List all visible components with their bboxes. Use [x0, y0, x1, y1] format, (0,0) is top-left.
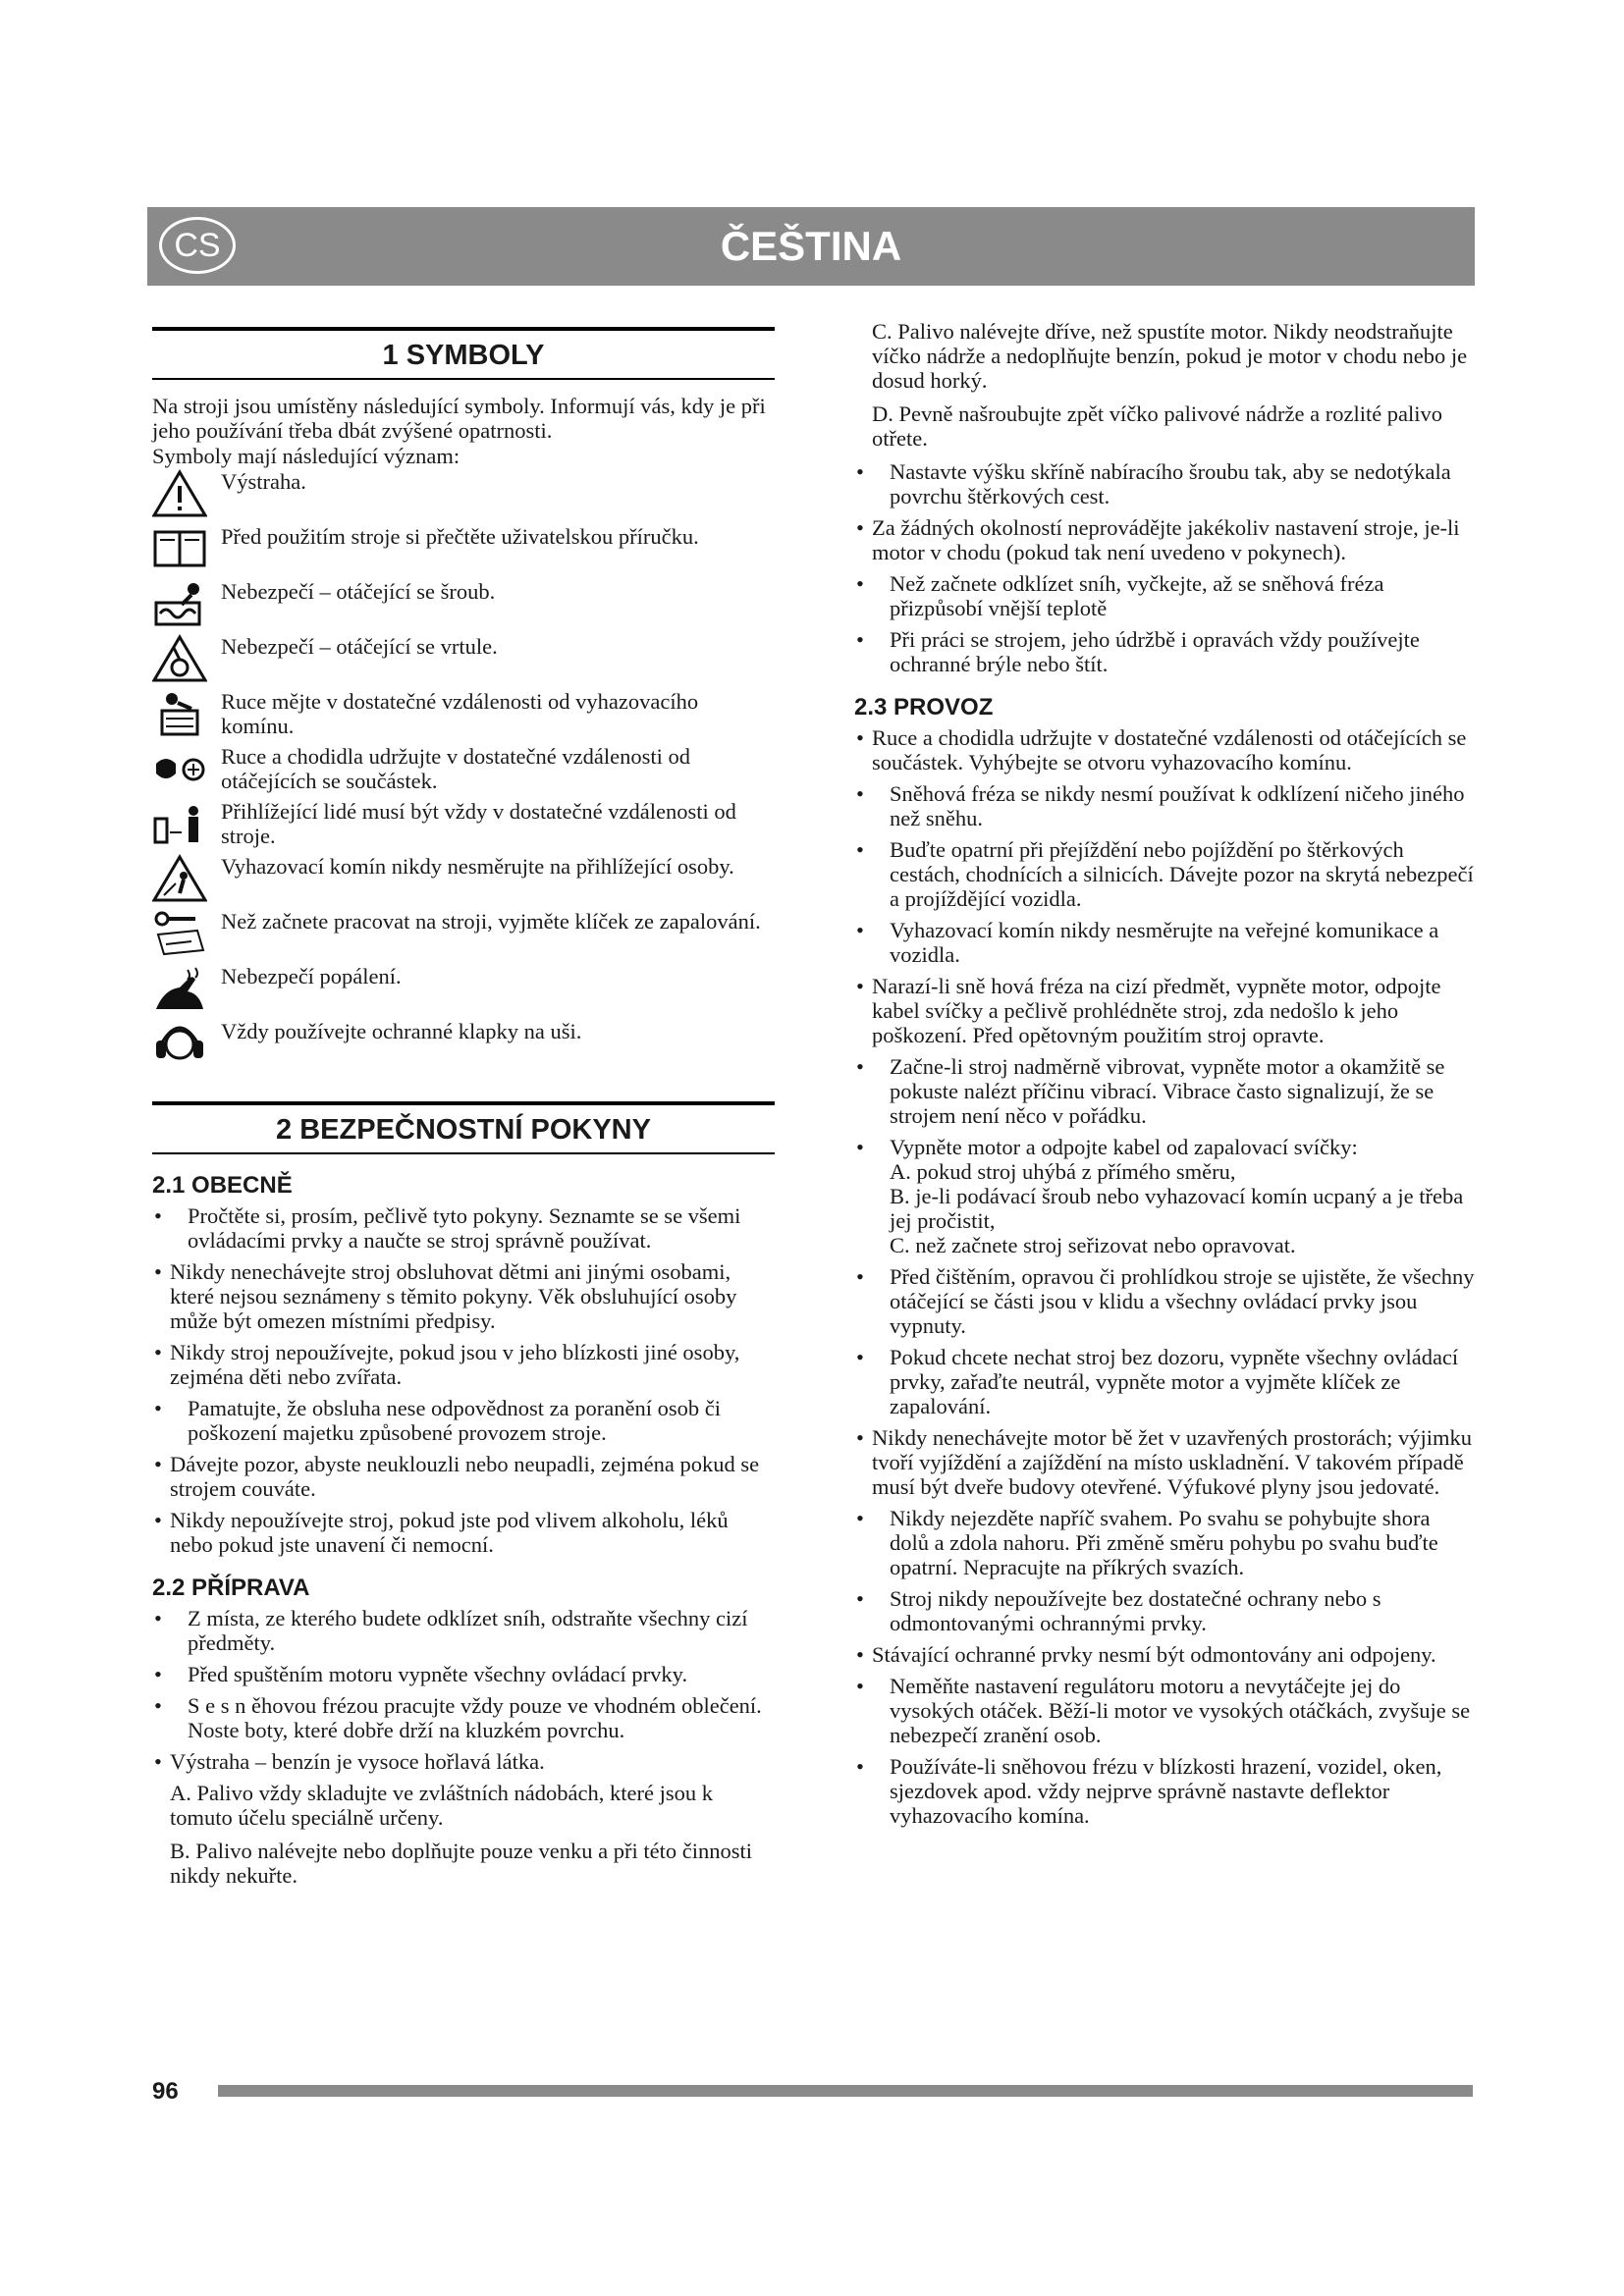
warning-triangle-icon — [152, 469, 213, 518]
list-item: • Pokud chcete nechat stroj bez dozoru, vypněte všechny ovládací prvky, zařaďte neutrál, vypněte motor a vyjměte klíček ze zapalování. — [854, 1345, 1475, 1418]
bystander-distance-icon — [152, 799, 213, 848]
symbol-text: Ruce a chodidla udržujte v dostatečné vzdálenosti od otáčejících se součástek. — [221, 744, 690, 793]
subsection-operation-heading: 2.3 PROVOZ — [854, 694, 994, 721]
symbols-intro-2: Symboly mají následující význam: — [152, 444, 460, 468]
right-column — [854, 319, 1475, 1835]
footer-rule — [218, 2085, 1473, 2097]
symbol-text: Nebezpečí – otáčející se šroub. — [221, 579, 496, 604]
list-item: • Při práci se strojem, jeho údržbě i opravách vždy používejte ochranné brýle nebo štít. — [854, 627, 1475, 676]
rotating-parts-hands-feet-icon — [152, 744, 213, 793]
ear-protection-icon — [152, 1019, 213, 1068]
stop-engine-intro: • Vypněte motor a odpojte kabel od zapalovací svíčky: — [890, 1135, 1358, 1159]
rotating-auger-icon — [152, 579, 213, 628]
list-item: • Nikdy nepoužívejte stroj, pokud jste pod vlivem alkoholu, léků nebo pokud jste unavení či nemocní. — [152, 1508, 775, 1557]
preparation-list — [152, 1606, 775, 1774]
list-item: • Nikdy nenechávejte motor bě žet v uzavřených prostorách; výjimku tvoří vyjíždění a zajíždění na místo uskladnění. V takovém případě musí být dveře budovy otevřené. Výfukové plyny jsou jedovaté. — [854, 1425, 1475, 1499]
list-item: • Nastavte výšku skříně nabíracího šroubu tak, aby se nedotýkala povrchu štěrkových cest. — [854, 459, 1475, 508]
symbol-item — [152, 964, 775, 1013]
section-1-header — [152, 327, 775, 380]
language-banner — [147, 207, 1475, 286]
fuel-sub-item: B. Palivo nalévejte nebo doplňujte pouze venku a při této činnosti nikdy nekuřte. — [170, 1839, 752, 1888]
stop-sub-item: C. než začnete stroj seřizovat nebo opravovat. — [890, 1233, 1296, 1257]
list-item: • Buďte opatrní při přejíždění nebo pojíždění po štěrkových cestách, chodnících a silnicích. Dávejte pozor na skrytá nebezpečí a projíždějící vozidla. — [854, 837, 1475, 911]
list-item: • Dávejte pozor, abyste neuklouzli nebo neupadli, zejména pokud se strojem couváte. — [152, 1452, 775, 1501]
stop-sub-item: B. je-li podávací šroub nebo vyhazovací komín ucpaný a je třeba jej pročistit, — [890, 1184, 1464, 1233]
symbol-item — [152, 909, 775, 958]
subsection-general-heading: 2.1 OBECNĚ — [152, 1172, 293, 1199]
remove-key-icon — [152, 909, 213, 958]
list-item: • Pamatujte, že obsluha nese odpovědnost za poranění osob či poškození majetku způsobené provozem stroje. — [152, 1396, 775, 1445]
stop-sub-item: A. pokud stroj uhýbá z přímého směru, — [890, 1159, 1236, 1184]
symbol-item — [152, 1019, 775, 1068]
symbol-text: Před použitím stroje si přečtěte uživatelskou příručku. — [221, 524, 699, 549]
symbol-text: Přihlížející lidé musí být vždy v dostatečné vzdálenosti od stroje. — [221, 799, 736, 848]
list-item — [854, 1135, 1475, 1257]
list-item: • Před spuštěním motoru vypněte všechny ovládací prvky. — [152, 1662, 775, 1686]
symbol-text: Výstraha. — [221, 469, 306, 494]
symbol-text: Nebezpečí – otáčející se vrtule. — [221, 634, 498, 659]
list-item: • S e s n ěhovou frézou pracujte vždy pouze ve vhodném oblečení. Noste boty, které dobře drží na kluzkém povrchu. — [152, 1693, 775, 1742]
left-column — [152, 327, 775, 1896]
symbol-item — [152, 689, 775, 738]
list-item: • Ruce a chodidla udržujte v dostatečné vzdálenosti od otáčejících se součástek. Vyhýbejte se otvoru vyhazovacího komínu. — [854, 725, 1475, 774]
list-item: • Nikdy nejezděte napříč svahem. Po svahu se pohybujte shora dolů a zdola nahoru. Při změně směru pohybu po svahu buďte opatrní. Nepracujte na příkrých svazích. — [854, 1506, 1475, 1579]
symbol-text: Ruce mějte v dostatečné vzdálenosti od vyhazovacího komínu. — [221, 689, 699, 738]
symbol-item — [152, 524, 775, 573]
symbol-item — [152, 744, 775, 793]
symbol-text: Vždy používejte ochranné klapky na uši. — [221, 1019, 582, 1043]
general-list — [152, 1203, 775, 1557]
symbol-item — [152, 854, 775, 903]
symbol-text: Než začnete pracovat na stroji, vyjměte klíček ze zapalování. — [221, 909, 761, 934]
section-2-header — [152, 1101, 775, 1154]
symbol-item — [152, 469, 775, 518]
fuel-sub-item: D. Pevně našroubujte zpět víčko palivové nádrže a rozlité palivo otřete. — [872, 401, 1443, 451]
symbol-list — [152, 469, 775, 1068]
list-item: • Narazí-li sně hová fréza na cizí předmět, vypněte motor, odpojte kabel svíčky a pečlivě prohlédněte stroj, zda nedošlo k jeho poškození. Před opětovným použitím stroj opravte. — [854, 974, 1475, 1047]
symbol-text: Vyhazovací komín nikdy nesměrujte na přihlížející osoby. — [221, 854, 734, 879]
list-item: • Pročtěte si, prosím, pečlivě tyto pokyny. Seznamte se se všemi ovládacími prvky a naučte se stroj správně používat. — [152, 1203, 775, 1253]
section-1-title: 1 SYMBOLY — [382, 340, 545, 371]
list-item: • Sněhová fréza se nikdy nesmí používat k odklízení ničeho jiného než sněhu. — [854, 781, 1475, 830]
preparation-list-continued — [854, 459, 1475, 676]
list-item: • Před čištěním, opravou či prohlídkou stroje se ujistěte, že všechny otáčející se části jsou v klidu a všechny ovládací prvky jsou vypnuty. — [854, 1264, 1475, 1338]
chute-bystanders-icon — [152, 854, 213, 903]
rotating-impeller-icon — [152, 634, 213, 683]
fuel-sub-item: A. Palivo vždy skladujte ve zvláštních nádobách, které jsou k tomuto účelu speciálně určeny. — [170, 1781, 713, 1830]
operation-list — [854, 725, 1475, 1828]
list-item: • Výstraha – benzín je vysoce hořlavá látka. — [152, 1749, 775, 1774]
list-item: • Vyhazovací komín nikdy nesměrujte na veřejné komunikace a vozidla. — [854, 918, 1475, 967]
list-item: • Stroj nikdy nepoužívejte bez dostatečné ochrany nebo s odmontovanými ochrannými prvky. — [854, 1586, 1475, 1635]
list-item: • Nikdy nenechávejte stroj obsluhovat dětmi ani jinými osobami, které nejsou seznámeny s těmito pokyny. Věk obsluhující osoby může být omezen místními předpisy. — [152, 1259, 775, 1333]
subsection-preparation-heading: 2.2 PŘÍPRAVA — [152, 1575, 310, 1601]
page-title: ČEŠTINA — [720, 223, 902, 269]
language-badge: CS — [159, 217, 236, 274]
list-item: • Začne-li stroj nadměrně vibrovat, vypněte motor a okamžitě se pokuste nalézt příčinu vibrací. Vibrace často signalizují, že se strojem není něco v pořádku. — [854, 1054, 1475, 1128]
list-item: • Za žádných okolností neprovádějte jakékoliv nastavení stroje, je-li motor v chodu (pokud tak není uvedeno v pokynech). — [854, 515, 1475, 564]
list-item: • Stávající ochranné prvky nesmí být odmontovány ani odpojeny. — [854, 1642, 1475, 1667]
list-item: • Z místa, ze kterého budete odklízet sníh, odstraňte všechny cizí předměty. — [152, 1606, 775, 1655]
list-item: • Než začnete odklízet sníh, vyčkejte, až se sněhová fréza přizpůsobí vnější teplotě — [854, 571, 1475, 620]
symbol-item — [152, 579, 775, 628]
list-item: • Neměňte nastavení regulátoru motoru a nevytáčejte jej do vysokých otáček. Běží-li motor ve vysokých otáčkách, zvyšuje se nebezpečí zranění osob. — [854, 1674, 1475, 1747]
burn-hazard-icon — [152, 964, 213, 1013]
symbol-item — [152, 634, 775, 683]
symbol-item — [152, 799, 775, 848]
symbols-intro: Na stroji jsou umístěny následující symboly. Informují vás, kdy je při jeho používání třeba dbát zvýšené opatrnosti. — [152, 394, 766, 443]
manual-book-icon — [152, 524, 213, 573]
page-number: 96 — [152, 2078, 179, 2105]
fuel-sub-item: C. Palivo nalévejte dříve, než spustíte motor. Nikdy neodstraňujte víčko nádrže a nedoplňujte benzín, pokud je motor v chodu nebo je dosud horký. — [872, 319, 1468, 393]
discharge-chute-hands-icon — [152, 689, 213, 738]
list-item: • Používáte-li sněhovou frézu v blízkosti hrazení, vozidel, oken, sjezdovek apod. vždy nejprve správně nastavte deflektor vyhazovacího komína. — [854, 1754, 1475, 1828]
symbol-text: Nebezpečí popálení. — [221, 964, 402, 988]
section-2-title: 2 BEZPEČNOSTNÍ POKYNY — [276, 1114, 651, 1146]
list-item: • Nikdy stroj nepoužívejte, pokud jsou v jeho blízkosti jiné osoby, zejména děti nebo zvířata. — [152, 1340, 775, 1389]
